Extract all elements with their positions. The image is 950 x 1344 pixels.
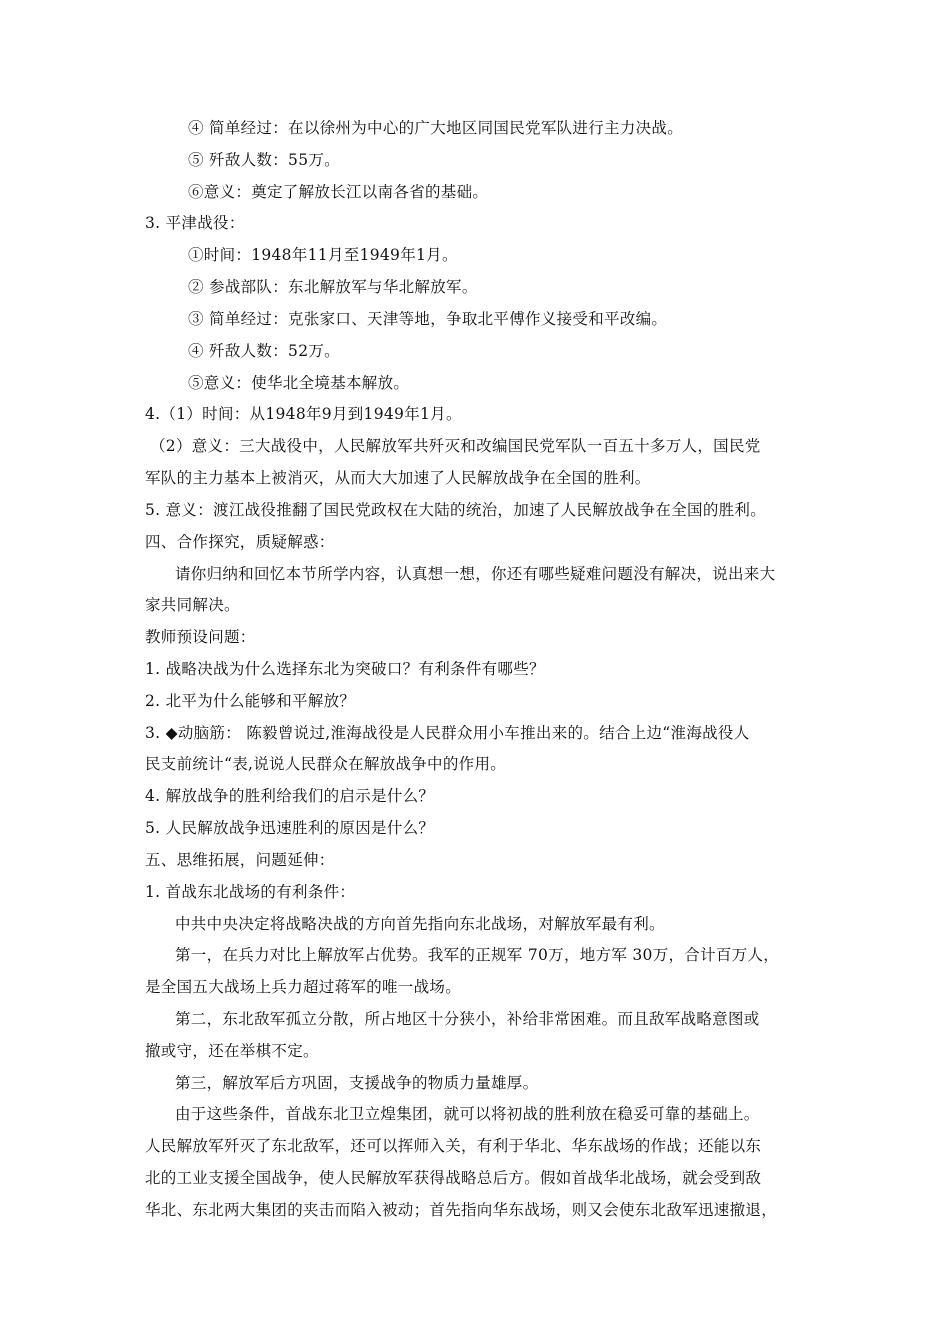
text-line: 3. 平津战役： (145, 214, 245, 232)
text-line: 人民解放军歼灭了东北敌军，还可以挥师入关，有利于华北、华东战场的作战；还能以东 (145, 1137, 762, 1155)
text-line: 第二，东北敌军孤立分散，所占地区十分狭小，补给非常困难。而且敌军战略意图或 (175, 1010, 760, 1028)
section-heading: 五、思维拓展，问题延伸： (145, 851, 335, 869)
text-line: 请你归纳和回忆本节所学内容，认真想一想，你还有哪些疑难问题没有解决，说出来大 (175, 565, 776, 583)
text-line: ② 参战部队：东北解放军与华北解放军。 (188, 278, 478, 296)
text-line: 教师预设问题： (145, 628, 256, 646)
text-line: 军队的主力基本上被消灭，从而大大加速了人民解放战争在全国的胜利。 (145, 469, 651, 487)
text-line: ⑥意义：奠定了解放长江以南各省的基础。 (188, 183, 489, 201)
text-line: 北的工业支援全国战争，使人民解放军获得战略总后方。假如首战华北战场，就会受到敌 (145, 1169, 762, 1187)
text-line: 民支前统计“表,说说人民群众在解放战争中的作用。 (145, 755, 507, 773)
text-line: 由于这些条件，首战东北卫立煌集团，就可以将初战的胜利放在稳妥可靠的基础上。 (175, 1105, 760, 1123)
text-line: ⑤ 歼敌人数：55万。 (188, 151, 340, 169)
text-line: 是全国五大战场上兵力超过蒋军的唯一战场。 (145, 978, 462, 996)
text-line: 1. 首战东北战场的有利条件： (145, 883, 356, 901)
text-line: 4.（1）时间：从1948年9月到1949年1月。 (145, 405, 462, 423)
text-line: 3. ◆动脑筋： 陈毅曾说过,淮海战役是人民群众用小车推出来的。结合上边“淮海战役人 (145, 724, 750, 742)
text-line: 中共中央决定将战略决战的方向首先指向东北战场，对解放军最有利。 (175, 915, 665, 933)
text-line: 第三，解放军后方巩固，支援战争的物质力量雄厚。 (175, 1074, 539, 1092)
text-line: ④ 简单经过：在以徐州为中心的广大地区同国民党军队进行主力决战。 (188, 119, 684, 137)
text-line: 2. 北平为什么能够和平解放？ (145, 692, 356, 710)
text-line: 5. 人民解放战争迅速胜利的原因是什么？ (145, 819, 435, 837)
text-line: 家共同解决。 (145, 596, 240, 614)
text-line: ④ 歼敌人数：52万。 (188, 342, 340, 360)
section-heading: 四、合作探究，质疑解惑： (145, 533, 335, 551)
text-line: 5. 意义：渡江战役推翻了国民党政权在大陆的统治，加速了人民解放战争在全国的胜利。 (145, 501, 767, 519)
text-line: 华北、东北两大集团的夹击而陷入被动；首先指向华东战场，则又会使东北敌军迅速撤退， (145, 1201, 778, 1219)
text-line: 4. 解放战争的胜利给我们的启示是什么？ (145, 787, 435, 805)
text-line: 第一，在兵力对比上解放军占优势。我军的正规军 70万，地方军 30万，合计百万人， (175, 946, 780, 964)
text-line: ①时间：1948年11月至1949年1月。 (188, 246, 458, 264)
text-line: 撤或守，还在举棋不定。 (145, 1042, 319, 1060)
text-line: ③ 简单经过：克张家口、天津等地，争取北平傅作义接受和平改编。 (188, 310, 668, 328)
text-line: 1. 战略决战为什么选择东北为突破口？有利条件有哪些？ (145, 660, 545, 678)
text-line: （2）意义：三大战役中，人民解放军共歼灭和改编国民党军队一百五十多万人，国民党 (150, 437, 761, 455)
text-line: ⑤意义：使华北全境基本解放。 (188, 374, 410, 392)
